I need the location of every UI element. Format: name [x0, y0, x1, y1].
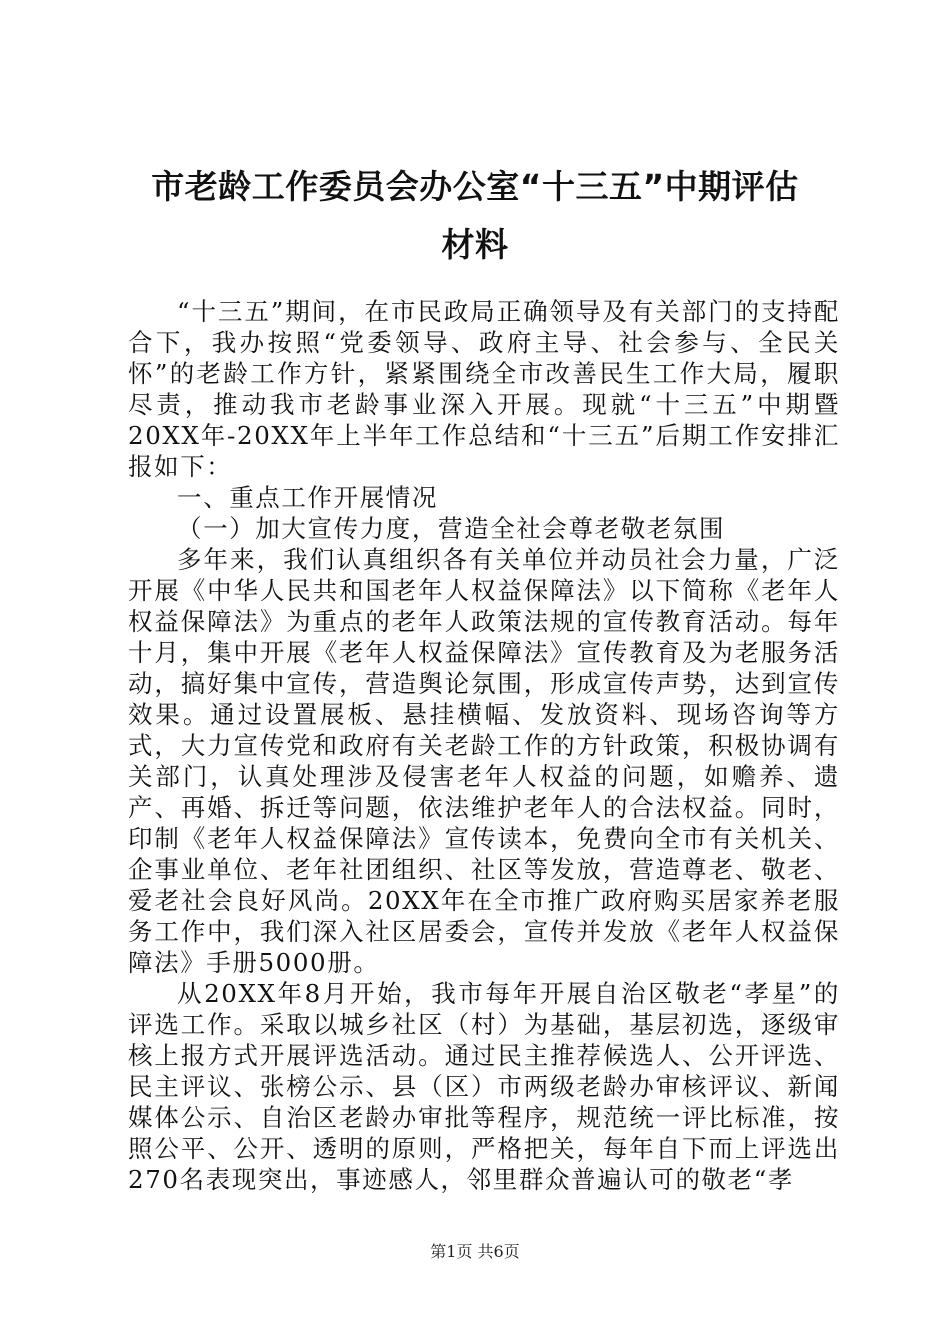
- paragraph-xiaoxing: 从20XX年8月开始，我市每年开展自治区敬老“孝星”的评选工作。采取以城乡社区（村）为基础，基层初选，逐级审核上报方式开展评选活动。通过民主推荐候选人、公开评选、民主评议、张榜公示、县（区）市两级老龄办审核评议、新闻媒体公示、自治区老龄办审批等程序，规范统一评比标准，按照公平、公开、透明的原则，严格把关，每年自下而上评选出270名表现突出，事迹感人，邻里群众普遍认可的敬老“孝: [128, 979, 840, 1194]
- page-number: 第1页 共6页: [430, 1242, 520, 1261]
- title-line-2: 材料: [441, 225, 509, 264]
- paragraph-intro: “十三五”期间，在市民政局正确领导及有关部门的支持配合下，我办按照“党委领导、政府主导、社会参与、全民关怀”的老龄工作方针，紧紧围绕全市改善民生工作大局，履职尽责，推动我市老龄事业深入开展。现就“十三五”中期暨20XX年-20XX年上半年工作总结和“十三五”后期工作安排汇报如下：: [128, 297, 840, 481]
- subsection-heading: （一）加大宣传力度，营造全社会尊老敬老氛围: [177, 514, 726, 543]
- document-title: [100, 158, 850, 274]
- document-body: [128, 296, 840, 1195]
- paragraph-publicity: 多年来，我们认真组织各有关单位并动员社会力量，广泛开展《中华人民共和国老年人权益保障法》以下简称《老年人权益保障法》为重点的老年人政策法规的宣传教育活动。每年十月，集中开展《老年人权益保障法》宣传教育及为老服务活动，搞好集中宣传，营造舆论氛围，形成宣传声势，达到宣传效果。通过设置展板、悬挂横幅、发放资料、现场咨询等方式，大力宣传党和政府有关老龄工作的方针政策，积极协调有关部门，认真处理涉及侵害老年人权益的问题，如赡养、遗产、再婚、拆迁等问题，依法维护老年人的合法权益。同时，印制《老年人权益保障法》宣传读本，免费向全市有关机关、企事业单位、老年社团组织、社区等发放，营造尊老、敬老、爱老社会良好风尚。20XX年在全市推广政府购买居家养老服务工作中，我们深入社区居委会，宣传并发放《老年人权益保障法》手册5000册。: [128, 545, 840, 977]
- title-line-1: 市老龄工作委员会办公室“十三五”中期评估: [151, 167, 799, 206]
- section-heading: 一、重点工作开展情况: [177, 483, 438, 512]
- page-footer: [0, 1242, 950, 1262]
